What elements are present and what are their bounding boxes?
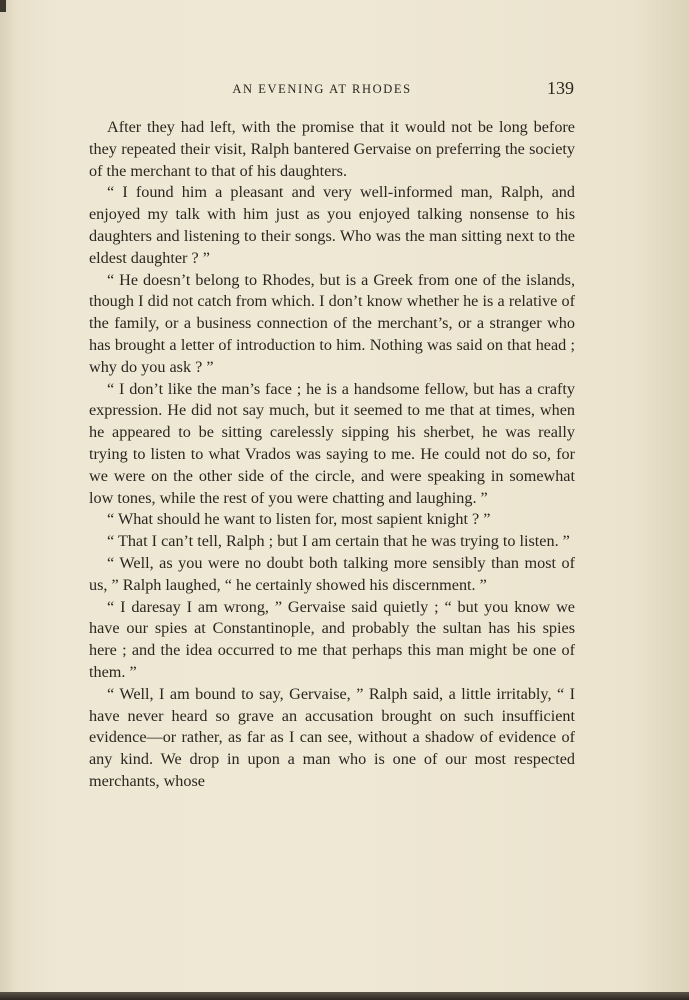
paragraph: After they had left, with the promise that it would not be long before they repeated their visit, Ralph bantered Gervaise on preferring the society of the merchant to that of his daughters. [89, 118, 575, 180]
page-bottom-edge [0, 992, 689, 1000]
scan-corner-mark [0, 0, 6, 12]
page-header [108, 78, 574, 102]
paragraph: “ I don’t like the man’s face ; he is a handsome fellow, but has a crafty expression. He did not say much, but it seemed to me that at times, when he appeared to be sitting carelessly sipping his sherbet, he was really trying to listen to what Vrados was saying to me. He could not do so, for we were on the other side of the circle, and were speaking in somewhat low tones, while the rest of you were chatting and laughing. ” [89, 379, 575, 507]
paragraph: “ He doesn’t belong to Rhodes, but is a Greek from one of the islands, though I did not catch from which. I don’t know whether he is a relative of the family, or a business connection of the merchant’s, or a stranger who has brought a letter of introduction to him. Nothing was said on that head ; why do you ask ? ” [89, 270, 575, 376]
running-head: AN EVENING AT RHODES [232, 82, 412, 96]
body-text [89, 117, 575, 793]
paragraph: “ That I can’t tell, Ralph ; but I am certain that he was trying to listen. ” [107, 532, 570, 551]
page-number: 139 [547, 78, 574, 98]
paragraph: “ I daresay I am wrong, ” Gervaise said quietly ; “ but you know we have our spies at Constantinople, and probably the sultan has his spies here ; and the idea occurred to me that perhaps this man might be one of them. ” [89, 597, 575, 681]
paragraph: “ I found him a pleasant and very well-informed man, Ralph, and enjoyed my talk with him just as you enjoyed talking nonsense to his daughters and listening to their songs. Who was the man sitting next to the eldest daughter ? ” [89, 183, 575, 267]
paragraph: “ What should he want to listen for, most sapient knight ? ” [107, 510, 491, 529]
paragraph: “ Well, as you were no doubt both talking more sensibly than most of us, ” Ralph laughed, “ he certainly showed his discernment. ” [89, 553, 575, 594]
paragraph: “ Well, I am bound to say, Gervaise, ” Ralph said, a little irritably, “ I have never heard so grave an accusation brought on such insufficient evidence—or rather, as far as I can see, without a shadow of evidence of any kind. We drop in upon a man who is one of our most respected merchants, whose [89, 684, 575, 790]
